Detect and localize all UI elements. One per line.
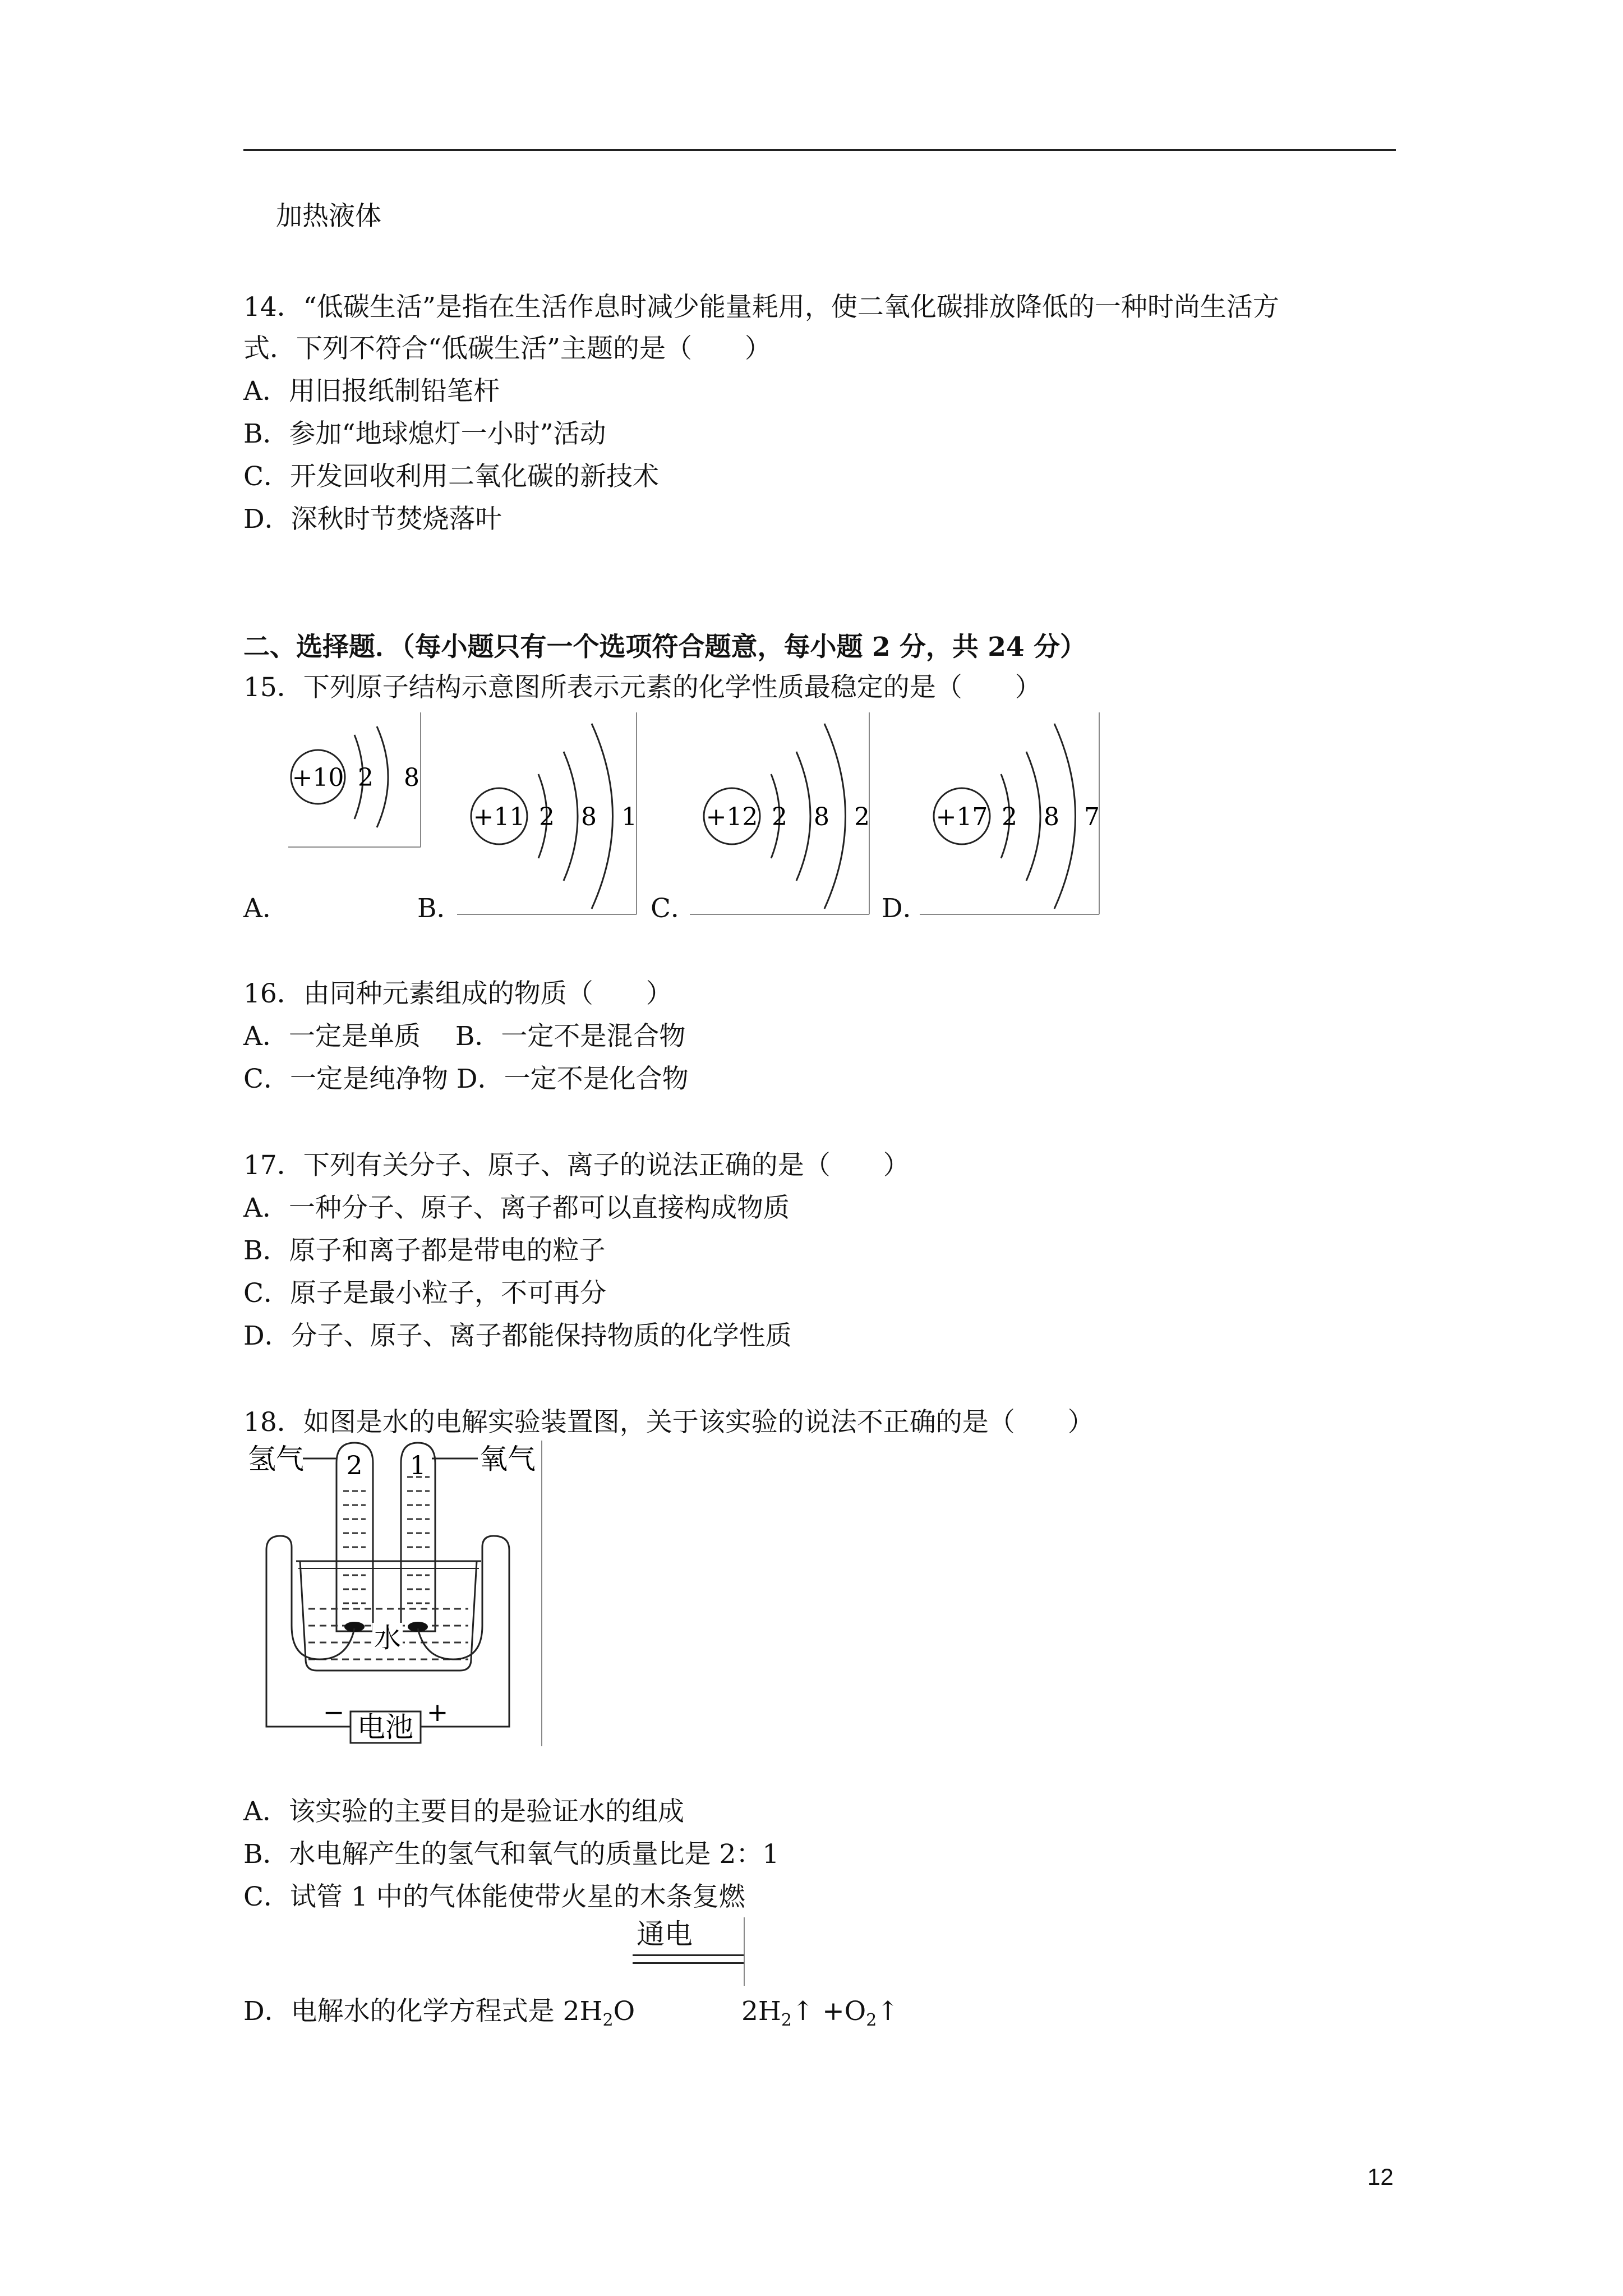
- oxygen-label: 氧气: [479, 1443, 536, 1475]
- q17-option-a: A．一种分子、原子、离子都可以直接构成物质: [243, 1193, 790, 1223]
- liquid-dashes: [343, 1477, 430, 1603]
- reaction-arrow-line-top: [633, 1954, 744, 1956]
- water-trough: [300, 1561, 477, 1671]
- q16-options-row1: A．一定是单质 B．一定不是混合物: [243, 1021, 686, 1052]
- electron-shell-arc: [1026, 752, 1040, 881]
- reaction-products: $2H_2↑$ $+O_2↑$: [741, 1996, 899, 2030]
- shell-electrons: 7: [1084, 803, 1100, 831]
- tube-2-number: 2: [346, 1450, 363, 1480]
- shell-electrons: 2: [854, 803, 870, 831]
- electron-shell-arc: [796, 752, 810, 881]
- battery-minus-sign: −: [322, 1697, 345, 1727]
- q15-label-d: D．: [882, 893, 929, 924]
- page-number: 12: [1367, 2164, 1394, 2190]
- shell-electrons: 2: [1002, 803, 1017, 831]
- electron-shell-arc: [377, 726, 388, 827]
- shell-electrons: 8: [1044, 803, 1059, 831]
- shell-electrons: 8: [581, 803, 597, 831]
- shell-electrons: 8: [404, 763, 419, 792]
- atom-diagram-a: [287, 712, 422, 850]
- hydrogen-label: 氢气: [248, 1443, 304, 1475]
- nucleus-charge: +11: [473, 803, 525, 831]
- q14-option-b: B．参加“地球熄灯一小时”活动: [243, 418, 606, 449]
- q17-option-d: D．分子、原子、离子都能保持物质的化学性质: [243, 1320, 792, 1351]
- nucleus-charge: +17: [935, 803, 988, 831]
- q14-option-a: A．用旧报纸制铅笔杆: [243, 376, 500, 407]
- top-text: 加热液体: [276, 201, 381, 232]
- q17-option-b: B．原子和离子都是带电的粒子: [243, 1235, 606, 1266]
- reaction-arrow-line-bottom: [633, 1962, 744, 1964]
- q18-option-c: C．试管 1 中的气体能使带火星的木条复燃: [243, 1881, 745, 1912]
- q16-stem: 16．由同种元素组成的物质（ ）: [243, 978, 672, 1009]
- q18-option-b: B．水电解产生的氢气和氧气的质量比是 2：1: [243, 1839, 780, 1870]
- q16-options-row2: C．一定是纯净物 D．一定不是化合物: [243, 1064, 689, 1094]
- atom-diagram-d: [917, 712, 1102, 917]
- header-rule: [243, 149, 1396, 151]
- q18-option-a: A．该实验的主要目的是验证水的组成: [243, 1796, 684, 1827]
- atom-diagram-c: [687, 712, 872, 917]
- q14-stem-line2: 式．下列不符合“低碳生活”主题的是（ ）: [243, 333, 772, 364]
- battery-plus-sign: +: [426, 1697, 449, 1727]
- nucleus-charge: +10: [292, 763, 344, 792]
- q17-stem: 17．下列有关分子、原子、离子的说法正确的是（ ）: [243, 1150, 910, 1181]
- q15-label-a: A．: [243, 893, 289, 924]
- q14-stem-line1: 14．“低碳生活”是指在生活作息时减少能量耗用，使二氧化碳排放降低的一种时尚生活方: [243, 292, 1279, 323]
- reaction-condition: 通电: [637, 1918, 693, 1950]
- q15-label-c: C．: [651, 893, 697, 924]
- atom-diagram-b: [454, 712, 639, 917]
- shell-electrons: 2: [539, 803, 555, 831]
- shell-electrons: 1: [621, 803, 637, 831]
- shell-electrons: 2: [358, 763, 374, 792]
- battery-label: 电池: [357, 1711, 413, 1743]
- q14-option-c: C．开发回收利用二氧化碳的新技术: [243, 461, 659, 492]
- tube-1-number: 1: [409, 1450, 426, 1480]
- water-label: 水: [374, 1622, 402, 1654]
- shell-electrons: 8: [814, 803, 829, 831]
- q15-stem: 15．下列原子结构示意图所表示元素的化学性质最稳定的是（ ）: [243, 672, 1041, 703]
- nucleus-charge: +12: [706, 803, 758, 831]
- q14-option-d: D．深秋时节焚烧落叶: [243, 504, 502, 535]
- section2-title: 二、选择题．（每小题只有一个选项符合题意，每小题 2 分，共 24 分）: [243, 632, 1087, 662]
- electron-shell-arc: [564, 752, 578, 881]
- shell-electrons: 2: [772, 803, 787, 831]
- q15-label-b: B．: [417, 893, 463, 924]
- electrolysis-apparatus-diagram: [247, 1441, 544, 1749]
- q17-option-c: C．原子是最小粒子，不可再分: [243, 1278, 606, 1309]
- q18-stem: 18．如图是水的电解实验装置图，关于该实验的说法不正确的是（ ）: [243, 1407, 1094, 1438]
- q18-option-d: D．电解水的化学方程式是 $2H_2O$: [243, 1996, 635, 2030]
